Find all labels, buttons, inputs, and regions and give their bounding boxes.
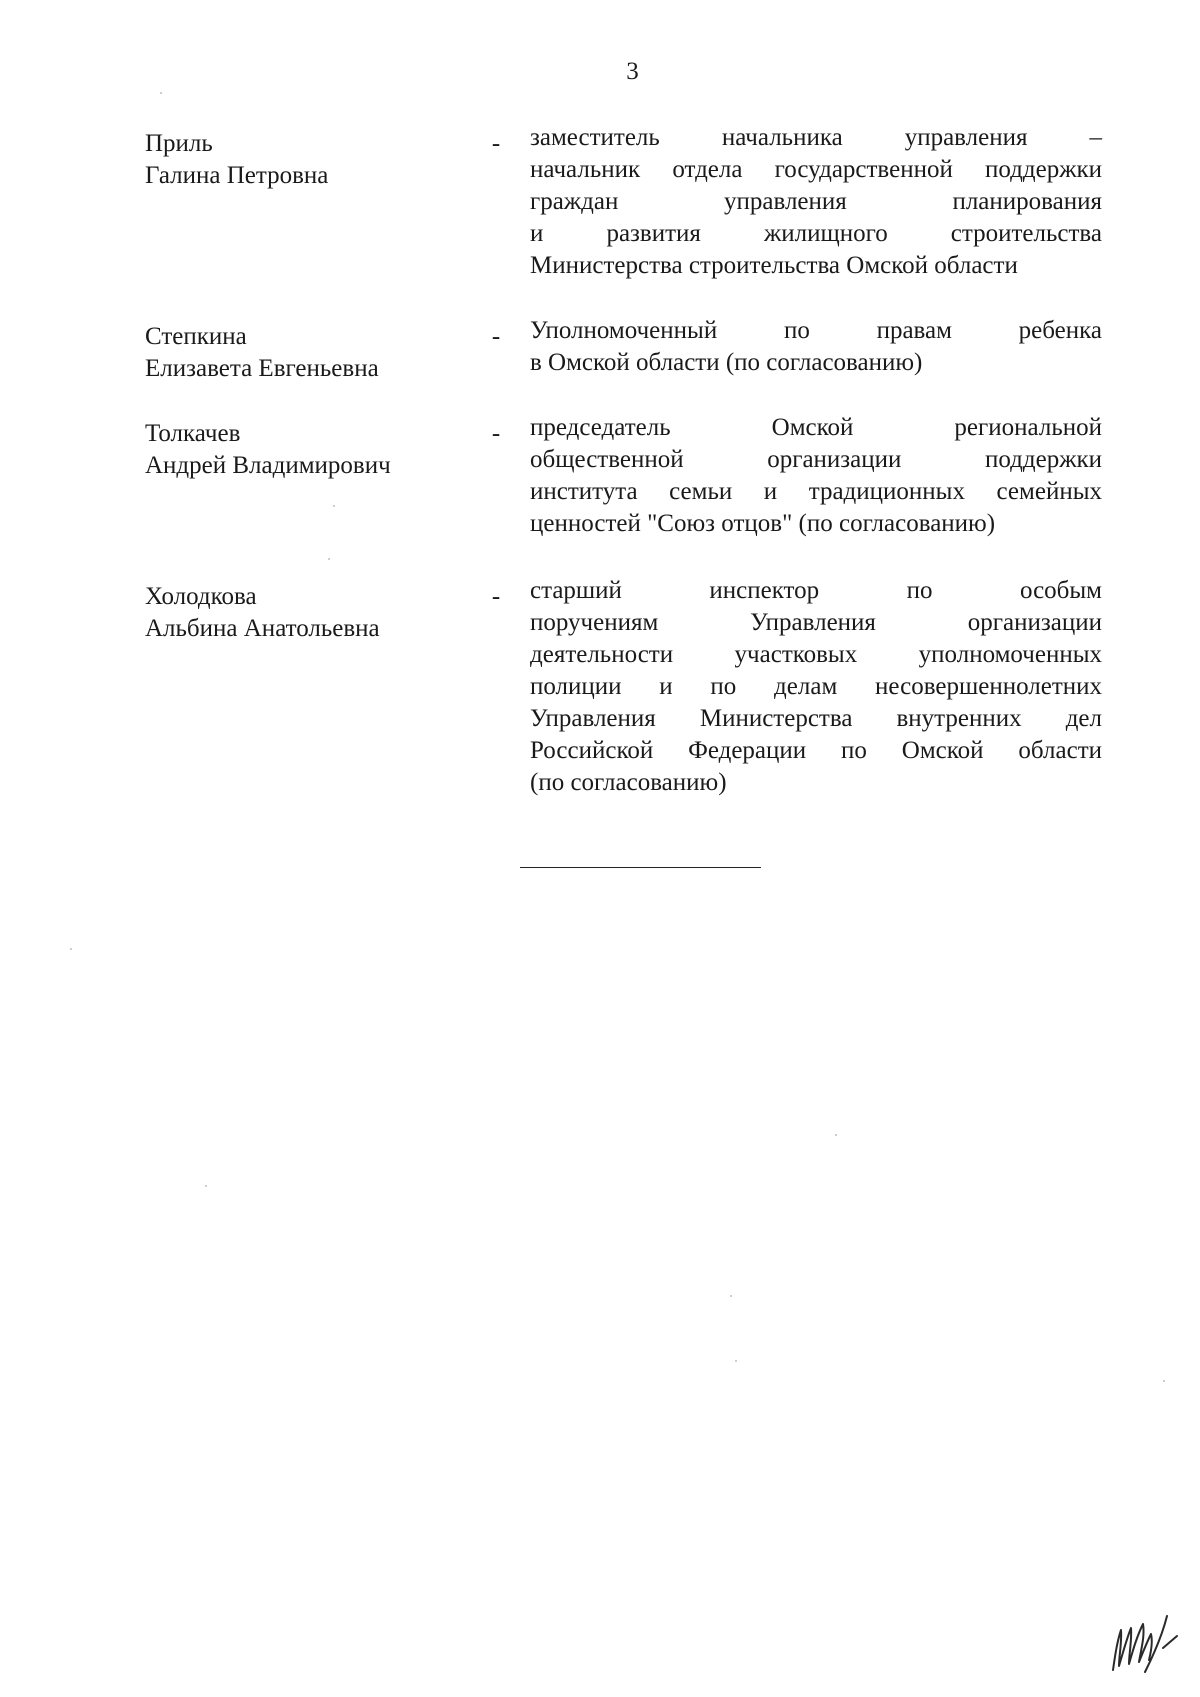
page-number: 3 xyxy=(626,58,639,85)
scan-speck xyxy=(205,1185,207,1187)
scan-speck xyxy=(70,948,72,950)
role-line: Министерства строительства Омской области xyxy=(530,252,1018,279)
role-line: заместитель начальника управления – xyxy=(530,124,1102,151)
role-line: Уполномоченный по правам ребенка xyxy=(530,317,1102,344)
handwritten-initials-icon xyxy=(1105,1608,1180,1678)
role-line: председатель Омской региональной xyxy=(530,414,1102,441)
member-dash: - xyxy=(491,130,501,157)
member-name xyxy=(145,128,475,192)
scan-speck xyxy=(835,1134,837,1136)
member-surname: Степкина xyxy=(145,323,247,350)
member-given-names: Андрей Владимирович xyxy=(145,452,391,479)
role-line: и развития жилищного строительства xyxy=(530,220,1102,247)
member-dash: - xyxy=(491,583,501,610)
member-role xyxy=(530,412,1102,540)
scan-speck xyxy=(328,558,330,560)
scan-speck xyxy=(735,1360,737,1362)
role-line: полиции и по делам несовершеннолетних xyxy=(530,673,1102,700)
scan-speck xyxy=(730,1295,732,1297)
member-name xyxy=(145,321,475,385)
role-line: начальник отдела государственной поддержки xyxy=(530,156,1102,183)
member-surname: Приль xyxy=(145,130,213,157)
role-line: в Омской области (по согласованию) xyxy=(530,349,923,376)
role-line: граждан управления планирования xyxy=(530,188,1102,215)
member-dash: - xyxy=(491,323,501,350)
closing-rule xyxy=(520,867,761,868)
member-given-names: Альбина Анатольевна xyxy=(145,615,380,642)
member-name xyxy=(145,581,475,645)
member-role xyxy=(530,575,1102,799)
member-role xyxy=(530,122,1102,282)
role-line: старший инспектор по особым xyxy=(530,577,1102,604)
member-role xyxy=(530,315,1102,379)
scan-speck xyxy=(1163,1380,1165,1382)
member-dash: - xyxy=(491,420,501,447)
member-given-names: Галина Петровна xyxy=(145,162,329,189)
scan-speck xyxy=(333,505,335,507)
role-line: деятельности участковых уполномоченных xyxy=(530,641,1102,668)
member-given-names: Елизавета Евгеньевна xyxy=(145,355,379,382)
role-line: поручениям Управления организации xyxy=(530,609,1102,636)
member-surname: Холодкова xyxy=(145,583,257,610)
role-line: ценностей "Союз отцов" (по согласованию) xyxy=(530,510,996,537)
role-line: Российской Федерации по Омской области xyxy=(530,737,1102,764)
scan-speck xyxy=(160,92,162,94)
member-surname: Толкачев xyxy=(145,420,241,447)
role-line: института семьи и традиционных семейных xyxy=(530,478,1102,505)
role-line: Управления Министерства внутренних дел xyxy=(530,705,1102,732)
member-name xyxy=(145,418,475,482)
role-line: общественной организации поддержки xyxy=(530,446,1102,473)
role-line: (по согласованию) xyxy=(530,769,727,796)
